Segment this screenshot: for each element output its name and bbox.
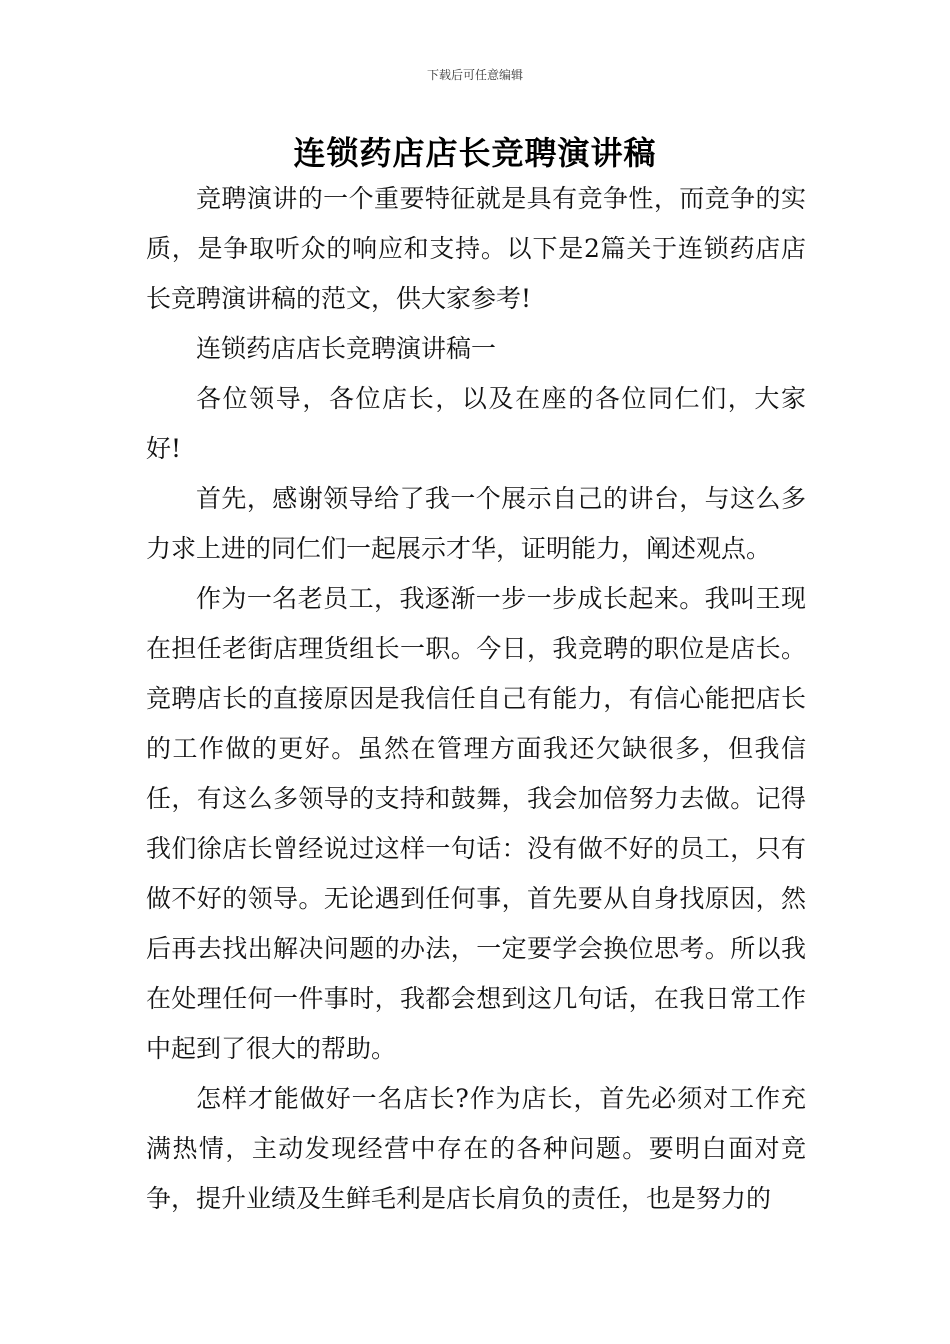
- document-title: 连锁药店店长竞聘演讲稿: [293, 134, 657, 172]
- paragraph-greeting: 各位领导，各位店长，以及在座的各位同仁们，大家好!: [146, 384, 806, 463]
- paragraph-background: 作为一名老员工，我逐渐一步一步成长起来。我叫王现在担任老街店理货组长一职。今日，我竞聘的职位是店长。竞聘店长的直接原因是我信任自己有能力，有信心能把店长的工作做的更好。虽然在管理方面我还欠缺很多，但我信任，有这么多领导的支持和鼓舞，我会加倍努力去做。记得我们徐店长曾经说过这样一句话：没有做不好的员工，只有做不好的领导。无论遇到任何事，首先要从自身找原因，然后再去找出解决问题的办法，一定要学会换位思考。所以我在处理任何一件事时，我都会想到这几句话，在我日常工作中起到了很大的帮助。: [146, 584, 806, 1063]
- document-body: [146, 174, 806, 1224]
- paragraph-thanks: 首先，感谢领导给了我一个展示自己的讲台，与这么多力求上进的同仁们一起展示才华，证明能力，阐述观点。: [146, 484, 806, 563]
- paragraph-intro: 竞聘演讲的一个重要特征就是具有竞争性，而竞争的实质，是争取听众的响应和支持。以下是2篇关于连锁药店店长竞聘演讲稿的范文，供大家参考!: [146, 184, 806, 313]
- header-note: 下载后可任意编辑: [426, 68, 523, 82]
- paragraph-subtitle: 连锁药店店长竞聘演讲稿一: [196, 334, 497, 363]
- paragraph-how-to: 怎样才能做好一名店长?作为店长，首先必须对工作充满热情，主动发现经营中存在的各种问题。要明白面对竞争，提升业绩及生鲜毛利是店长肩负的责任，也是努力的: [146, 1084, 806, 1213]
